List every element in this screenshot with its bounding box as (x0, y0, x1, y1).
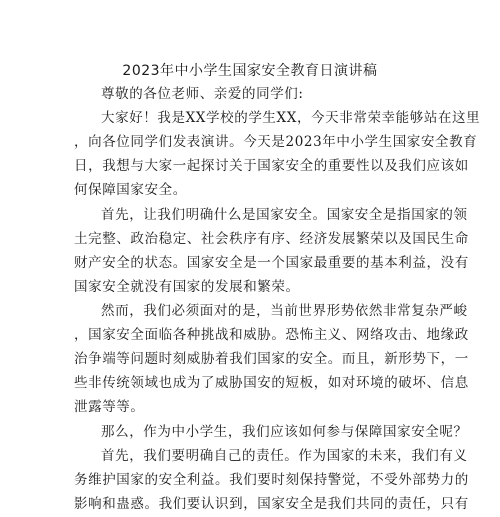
paragraph-line: 财产安全的状态。国家安全是一个国家最重要的基本利益，没有 (74, 255, 469, 271)
paragraph-line: 治争端等问题时刻威胁着我们国家的安全。而且，新形势下，一 (74, 351, 469, 367)
paragraph-line: 然而，我们必须面对的是，当前世界形势依然非常复杂严峻 (101, 303, 468, 319)
paragraph-line: 何保障国家安全。 (74, 182, 187, 198)
paragraph-line: ，向各位同学们发表演讲。今天是2023年中小学生国家安全教育 (74, 134, 478, 150)
paragraph-line: 首先，我们要明确自己的责任。作为国家的未来，我们有义 (101, 448, 468, 464)
paragraph-line: 泄露等等。 (74, 399, 145, 415)
paragraph-line: ，国家安全面临各种挑战和威胁。恐怖主义、网络攻击、地缘政 (74, 327, 469, 343)
paragraph-line: 务维护国家的安全利益。我们要时刻保持警觉，不受外部势力的 (74, 472, 469, 488)
paragraph-line: 日，我想与大家一起探讨关于国家安全的重要性以及我们应该如 (74, 158, 469, 174)
paragraph-line: 大家好！我是XX学校的学生XX，今天非常荣幸能够站在这里 (101, 110, 481, 126)
paragraph-line: 那么，作为中小学生，我们应该如何参与保障国家安全呢？ (101, 424, 468, 440)
document-title: 2023年中小学生国家安全教育日演讲稿 (122, 63, 378, 79)
paragraph-line: 些非传统领域也成为了威胁国安的短板，如对环境的破坏、信息 (74, 375, 469, 391)
paragraph-line: 影响和蛊惑。我们要认识到，国家安全是我们共同的责任，只有 (74, 496, 469, 512)
paragraph-line: 土完整、政治稳定、社会秩序有序、经济发展繁荣以及国民生命 (74, 231, 469, 247)
paragraph-line: 首先，让我们明确什么是国家安全。国家安全是指国家的领 (101, 207, 468, 223)
paragraph-line: 国家安全就没有国家的发展和繁荣。 (74, 279, 300, 295)
greeting-line: 尊敬的各位老师、亲爱的同学们: (101, 86, 304, 102)
